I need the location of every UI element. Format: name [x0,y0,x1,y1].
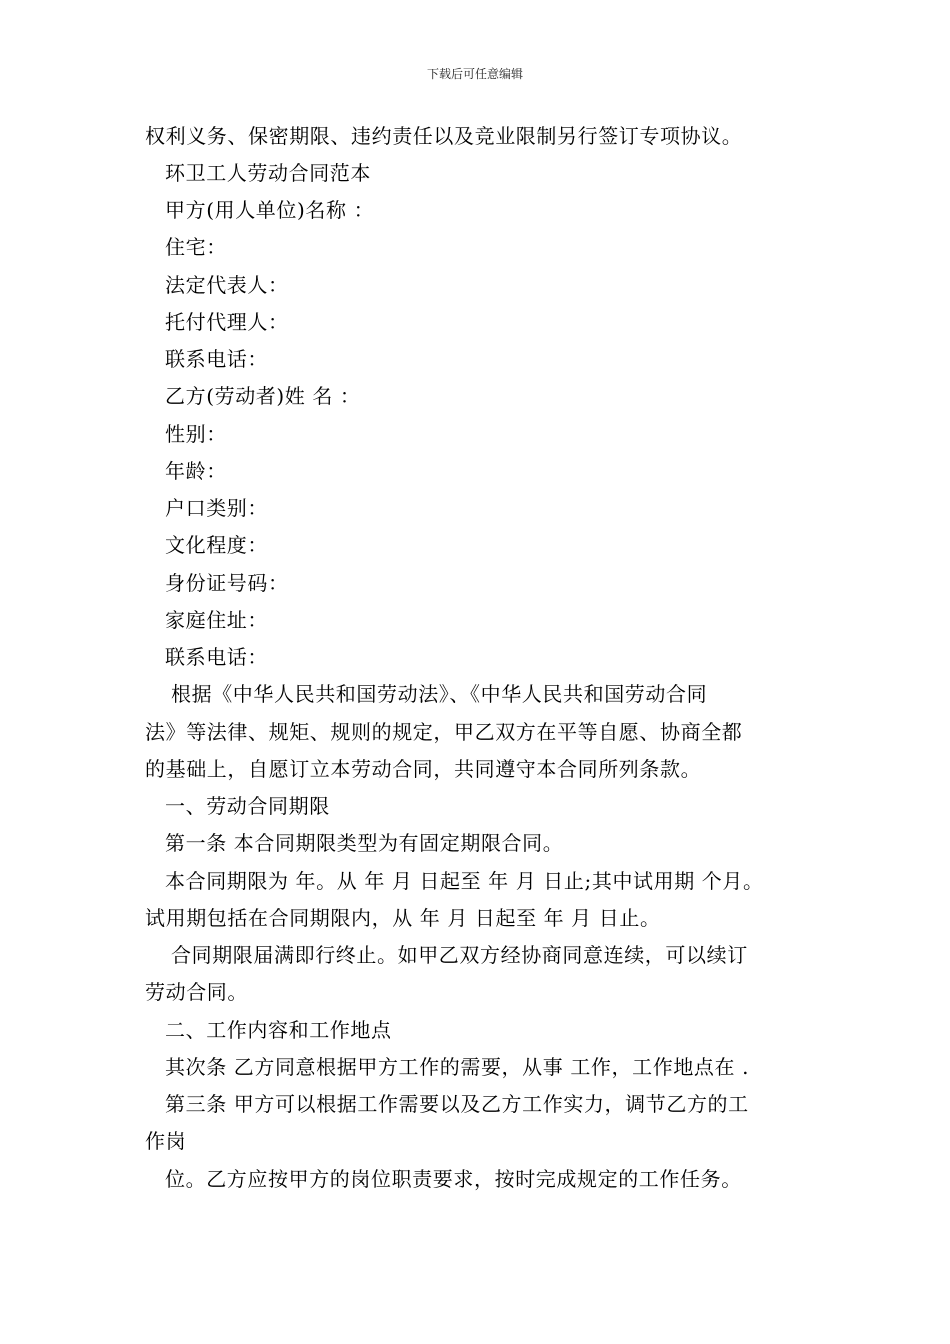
form-field-label: 年龄： [165,459,227,483]
form-field-label: 文化程度： [165,533,268,557]
paragraph-line: 位。乙方应按甲方的岗位职责要求，按时完成规定的工作任务。 [165,1167,742,1191]
paragraph-line: 根据《中华人民共和国劳动法》、《中华人民共和国劳动合同 [171,682,708,706]
paragraph-line: 劳动合同。 [145,980,248,1004]
clause-line: 第一条 本合同期限类型为有固定期限合同。 [165,831,564,855]
section-heading: 二、工作内容和工作地点 [165,1018,392,1042]
form-field-label: 身份证号码： [165,571,289,595]
paragraph-line: 法》等法律、规矩、规则的规定，甲乙双方在平等自愿、协商全都 [145,720,743,744]
section-heading: 一、劳动合同期限 [165,794,330,818]
form-field-label: 联系电话： [165,347,268,371]
paragraph-line: 作岗 [145,1129,187,1153]
form-field-label: 性别： [165,422,227,446]
page-header: 下载后可任意编辑 [426,67,523,81]
clause-line: 第三条 甲方可以根据工作需要以及乙方工作实力，调节乙方的工 [165,1092,749,1116]
form-field-label: 托付代理人： [165,310,289,334]
paragraph-line: 试用期包括在合同期限内，从 年 月 日起至 年 月 日止。 [145,906,661,930]
document-title: 环卫工人劳动合同范本 [165,161,371,185]
form-field-label: 联系电话： [165,645,268,669]
form-field-label: 住宅： [165,235,227,259]
paragraph-line: 合同期限届满即行终止。如甲乙双方经协商同意连续，可以续订 [171,943,748,967]
clause-line: 其次条 乙方同意根据甲方工作的需要，从事 工作，工作地点在 . [165,1055,750,1079]
form-field-label: 家庭住址： [165,608,268,632]
form-field-label: 乙方(劳动者)姓 名 ： [165,384,361,408]
form-field-label: 甲方(用人单位)名称 ： [165,198,375,222]
form-field-label: 户口类别： [165,496,268,520]
form-field-label: 法定代表人： [165,273,289,297]
paragraph-line: 的基础上，自愿订立本劳动合同，共同遵守本合同所列条款。 [145,757,702,781]
paragraph-line: 权利义务、保密期限、违约责任以及竞业限制另行签订专项协议。 [145,124,743,148]
paragraph-line: 本合同期限为 年。从 年 月 日起至 年 月 日止;其中试用期 个月。 [165,869,764,893]
